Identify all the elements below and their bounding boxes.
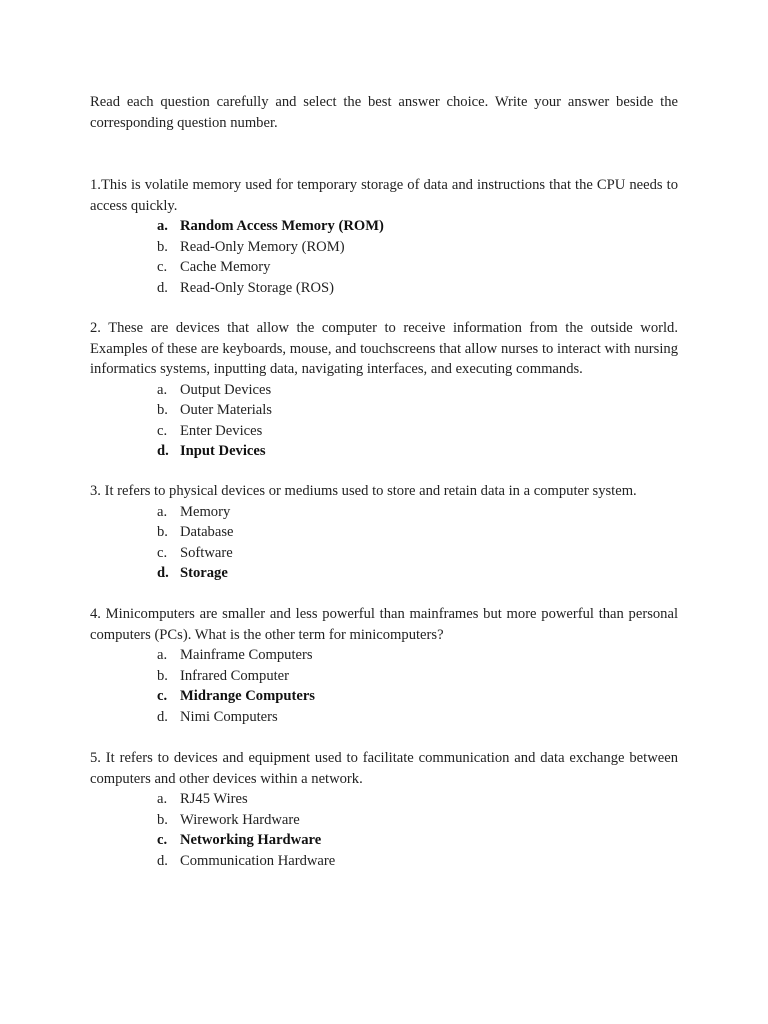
option-text: Infrared Computer xyxy=(180,667,290,684)
option-d xyxy=(90,278,678,299)
option-letter: d. xyxy=(157,565,169,582)
option-text: Storage xyxy=(180,565,228,582)
option-letter: c. xyxy=(157,259,168,276)
option-text: Midrange Computers xyxy=(180,688,315,705)
option-d xyxy=(90,851,678,872)
option-c xyxy=(90,830,678,851)
option-d xyxy=(90,441,678,462)
option-letter: a. xyxy=(157,503,168,520)
question-text: 1.This is volatile memory used for temporary storage of data and instructions that the CPU needs to access quickly. xyxy=(90,177,678,214)
option-letter: a. xyxy=(157,381,168,398)
option-c xyxy=(90,257,678,278)
option-text: Read-Only Memory (ROM) xyxy=(180,238,345,255)
answer-options xyxy=(90,502,678,584)
question-3 xyxy=(90,481,678,584)
option-letter: c. xyxy=(157,544,168,561)
question-5 xyxy=(90,748,678,871)
option-a xyxy=(90,380,678,401)
option-text: Cache Memory xyxy=(180,259,271,276)
option-letter: c. xyxy=(157,688,168,705)
option-text: Read-Only Storage (ROS) xyxy=(180,279,335,296)
option-letter: d. xyxy=(157,443,169,460)
option-text: Memory xyxy=(180,503,231,520)
option-b xyxy=(90,400,678,421)
option-a xyxy=(90,502,678,523)
option-b xyxy=(90,666,678,687)
option-c xyxy=(90,543,678,564)
option-letter: d. xyxy=(157,708,168,725)
option-text: Mainframe Computers xyxy=(180,647,313,663)
question-2 xyxy=(90,318,678,462)
question-text: 2. These are devices that allow the computer to receive information from the outside world. Examples of these are keyboards, mouse, and touchscreens that allow nurses to interact with nursing informatics systems, inputting data, navigating interfaces, and executing commands. xyxy=(90,320,678,377)
option-letter: d. xyxy=(157,279,168,296)
option-letter: c. xyxy=(157,832,168,849)
option-letter: c. xyxy=(157,422,168,439)
option-d xyxy=(90,707,678,728)
question-1 xyxy=(90,175,678,298)
option-text: Software xyxy=(180,544,233,561)
option-letter: d. xyxy=(157,852,168,869)
option-letter: b. xyxy=(157,667,168,684)
option-text: Random Access Memory (ROM) xyxy=(180,218,384,234)
option-letter: b. xyxy=(157,811,168,828)
option-a xyxy=(90,216,678,237)
option-text: Output Devices xyxy=(180,381,272,398)
option-c xyxy=(90,686,678,707)
question-text: 3. It refers to physical devices or mediums used to store and retain data in a computer system. xyxy=(90,483,637,499)
option-letter: a. xyxy=(157,647,168,663)
answer-options xyxy=(90,216,678,298)
option-letter: b. xyxy=(157,238,168,255)
option-text: RJ45 Wires xyxy=(180,791,248,807)
option-text: Enter Devices xyxy=(180,422,263,439)
option-letter: b. xyxy=(157,402,168,419)
option-text: Input Devices xyxy=(180,443,266,460)
option-text: Nimi Computers xyxy=(180,708,278,725)
question-4 xyxy=(90,604,678,727)
option-a xyxy=(90,789,678,810)
option-text: Communication Hardware xyxy=(180,852,336,869)
option-text: Wirework Hardware xyxy=(180,811,300,828)
option-d xyxy=(90,563,678,584)
option-a xyxy=(90,645,678,666)
option-letter: a. xyxy=(157,791,168,807)
option-text: Networking Hardware xyxy=(180,832,322,849)
answer-options xyxy=(90,380,678,462)
option-letter: a. xyxy=(157,218,168,234)
instructions-paragraph: Read each question carefully and select the best answer choice. Write your answer beside the corresponding question number. xyxy=(90,94,678,131)
option-b xyxy=(90,522,678,543)
option-text: Database xyxy=(180,524,234,541)
answer-options xyxy=(90,789,678,871)
answer-options xyxy=(90,645,678,727)
option-text: Outer Materials xyxy=(180,402,272,419)
option-letter: b. xyxy=(157,524,168,541)
option-c xyxy=(90,421,678,442)
option-b xyxy=(90,237,678,258)
option-b xyxy=(90,810,678,831)
question-text: 4. Minicomputers are smaller and less powerful than mainframes but more powerful than personal computers (PCs). What is the other term for minicomputers? xyxy=(90,606,678,643)
question-text: 5. It refers to devices and equipment used to facilitate communication and data exchange between computers and other devices within a network. xyxy=(90,750,678,787)
